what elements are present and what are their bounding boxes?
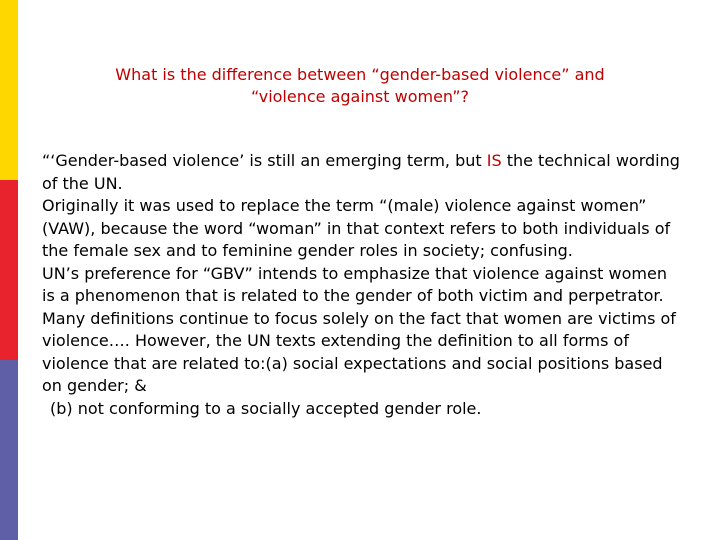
paragraph-2: Originally it was used to replace the term “(male) violence against women” (VAW), because the word “woman” in that context refers to both individuals of the female sex and to feminine gender roles in society; confusing. bbox=[42, 196, 671, 260]
paragraph-3: UN’s preference for “GBV” intends to emphasize that violence against women is a phenomenon that is related to the gender of both victim and perpetrator. Many definitions continue to focus solely on the fact that women are victims of violence…. However, the UN texts extending the definition to all forms of violence that are related to:(a) social expectations and social positions based on gender; & bbox=[42, 263, 676, 395]
title-line-2: “violence against women”? bbox=[251, 87, 469, 106]
side-bar-blue bbox=[0, 360, 18, 540]
paragraph-1-end: the technical wording of the UN. bbox=[42, 151, 680, 193]
paragraph-1-start: “‘Gender-based violence’ is still an emerging term, but bbox=[42, 151, 487, 170]
side-bar-red bbox=[0, 180, 18, 360]
side-bar-yellow bbox=[0, 0, 18, 180]
paragraph-4: (b) not conforming to a socially accepted gender role. bbox=[50, 398, 482, 418]
paragraph-1 bbox=[42, 150, 682, 195]
slide-title bbox=[60, 64, 660, 108]
title-line-1: What is the difference between “gender-based violence” and bbox=[115, 65, 605, 84]
slide-body bbox=[42, 150, 682, 420]
highlight-is: IS bbox=[486, 151, 502, 170]
